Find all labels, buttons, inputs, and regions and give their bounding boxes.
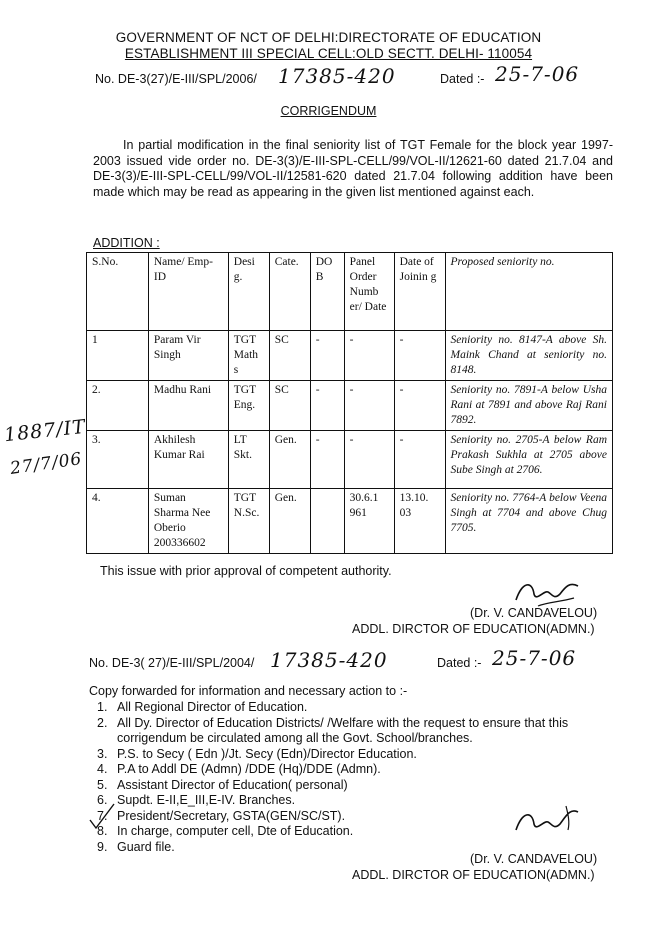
cell-dob: - <box>310 431 344 489</box>
list-item-text: Guard file. <box>117 839 175 854</box>
list-item-number: 7. <box>97 808 108 823</box>
list-item <box>97 762 613 778</box>
list-item <box>97 700 613 716</box>
cell-dob <box>310 489 344 554</box>
body-paragraph: In partial modification in the final seniority list of TGT Female for the block year 1997-2003 issued vide order no. DE-3(3)/E-III-SPL-CELL/99/VOL-II/12621-60 dated 21.7.04 and DE-3(3)/E-III-SPL-CELL/99/VOL-II/12581-620 dated 21.7.04 following addition have been made which may be read as appearing in the given list mentioned against each. <box>93 138 613 199</box>
list-item-text: P.A to Addl DE (Admn) /DDE (Hq)/DDE (Admn). <box>117 762 381 776</box>
list-item <box>97 747 613 763</box>
cell-cate: SC <box>269 331 310 381</box>
reference-number-handwritten: 17385-420 <box>278 64 396 88</box>
list-item <box>97 778 613 794</box>
signature-title-2: ADDL. DIRCTOR OF EDUCATION(ADMN.) <box>352 868 595 882</box>
signature-title: ADDL. DIRCTOR OF EDUCATION(ADMN.) <box>352 622 595 636</box>
cell-proposed: Seniority no. 7891-A below Usha Rani at 7891 and above Raj Rani 7892. <box>445 381 612 431</box>
list-item-text: P.S. to Secy ( Edn )/Jt. Secy (Edn)/Director Education. <box>117 746 417 761</box>
dated-handwritten: 25-7-06 <box>495 62 580 86</box>
cell-proposed: Seniority no. 2705-A below Ram Prakash Sukhla at 2705 above Sube Singh at 2706. <box>445 431 612 489</box>
table-row <box>87 331 613 381</box>
list-item-number: 9. <box>97 839 108 854</box>
header-dob: DO B <box>310 253 344 331</box>
list-item-text: In charge, computer cell, Dte of Education. <box>117 824 354 838</box>
table-row <box>87 381 613 431</box>
tick-mark-icon <box>84 800 124 836</box>
cell-desig: TGT N.Sc. <box>228 489 269 554</box>
document-title: CORRIGENDUM <box>280 104 377 118</box>
margin-note-line-1: 1887/IT <box>3 415 87 447</box>
signature-name-2: (Dr. V. CANDAVELOU) <box>470 852 598 866</box>
addition-label: ADDITION : <box>93 236 160 250</box>
cell-name: Madhu Rani <box>148 381 228 431</box>
margin-note-line-2: 27/7/06 <box>8 449 84 479</box>
margin-note <box>3 415 87 490</box>
header-doj: Date of Joinin g <box>394 253 445 331</box>
seniority-table <box>86 252 613 554</box>
signature-mark-2 <box>508 800 588 844</box>
cell-dob: - <box>310 331 344 381</box>
dated-label-2: Dated :- <box>437 656 482 670</box>
list-item <box>97 716 613 747</box>
cell-panel: - <box>344 331 394 381</box>
dated-handwritten-2: 25-7-06 <box>492 646 577 670</box>
list-item-number: 1. <box>97 700 108 714</box>
cell-doj: 13.10. 03 <box>394 489 445 554</box>
list-item-text: Assistant Director of Education( personal) <box>117 777 348 792</box>
header-desig: Desi g. <box>228 253 269 331</box>
cell-sno: 1 <box>87 331 149 381</box>
cell-dob: - <box>310 381 344 431</box>
header-line-1: GOVERNMENT OF NCT OF DELHI:DIRECTORATE OF EDUCATION <box>115 30 542 45</box>
reference-number-label: No. DE-3(27)/E-III/SPL/2006/ <box>95 72 257 86</box>
list-item-number: 5. <box>97 777 108 792</box>
cell-panel: - <box>344 381 394 431</box>
list-item-number: 8. <box>97 824 108 838</box>
copy-intro: Copy forwarded for information and necessary action to :- <box>89 684 408 698</box>
cell-doj: - <box>394 331 445 381</box>
cell-sno: 4. <box>87 489 149 554</box>
cell-panel: 30.6.1 961 <box>344 489 394 554</box>
header-cate: Cate. <box>269 253 310 331</box>
cell-doj: - <box>394 381 445 431</box>
reference-number-label-2: No. DE-3( 27)/E-III/SPL/2004/ <box>89 656 255 670</box>
cell-name: Akhilesh Kumar Rai <box>148 431 228 489</box>
cell-doj: - <box>394 431 445 489</box>
cell-cate: Gen. <box>269 489 310 554</box>
cell-sno: 3. <box>87 431 149 489</box>
cell-name: Param Vir Singh <box>148 331 228 381</box>
header-proposed: Proposed seniority no. <box>445 253 612 331</box>
header-sno: S.No. <box>87 253 149 331</box>
table-row <box>87 489 613 554</box>
reference-number-handwritten-2: 17385-420 <box>270 648 388 672</box>
cell-desig: LT Skt. <box>228 431 269 489</box>
cell-proposed: Seniority no. 8147-A above Sh. Maink Chand at seniority no. 8148. <box>445 331 612 381</box>
cell-desig: TGT Eng. <box>228 381 269 431</box>
list-item-text: All Regional Director of Education. <box>117 700 308 714</box>
cell-proposed: Seniority no. 7764-A below Veena Singh at 7704 and above Chug 7705. <box>445 489 612 554</box>
header-line-2: ESTABLISHMENT III SPECIAL CELL:OLD SECTT. DELHI- 110054 <box>124 46 533 61</box>
list-item-text: All Dy. Director of Education Districts/ /Welfare with the request to ensure that this corrigendum be circulated among all the Govt. School/branches. <box>117 715 569 745</box>
table-row <box>87 431 613 489</box>
cell-sno: 2. <box>87 381 149 431</box>
list-item-text: Supdt. E-II,E_III,E-IV. Branches. <box>117 793 296 807</box>
cell-panel: - <box>344 431 394 489</box>
list-item-text: President/Secretary, GSTA(GEN/SC/ST). <box>117 808 346 823</box>
cell-cate: SC <box>269 381 310 431</box>
list-item-number: 4. <box>97 762 108 776</box>
list-item-number: 3. <box>97 746 108 761</box>
list-item-number: 6. <box>97 793 108 807</box>
table-header-row <box>87 253 613 331</box>
cell-cate: Gen. <box>269 431 310 489</box>
approval-text: This issue with prior approval of competent authority. <box>100 564 392 578</box>
cell-desig: TGT Math s <box>228 331 269 381</box>
list-item-number: 2. <box>97 715 108 730</box>
header-name: Name/ Emp-ID <box>148 253 228 331</box>
cell-name: Suman Sharma Nee Oberio 200336602 <box>148 489 228 554</box>
signature-name: (Dr. V. CANDAVELOU) <box>470 606 598 620</box>
dated-label: Dated :- <box>440 72 485 86</box>
header-panel: Panel Order Numb er/ Date <box>344 253 394 331</box>
